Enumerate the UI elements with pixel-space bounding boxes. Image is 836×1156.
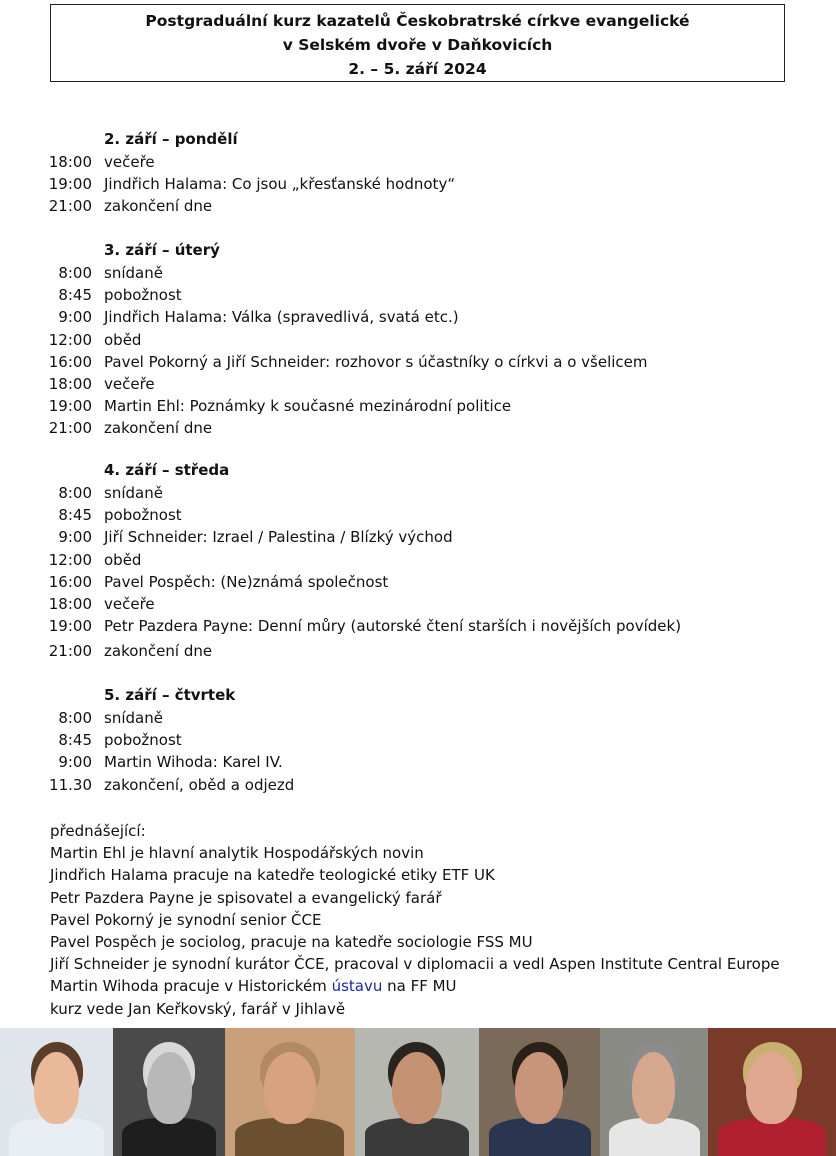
schedule-activity: pobožnost [104,286,182,305]
schedule-time: 8:00 [58,484,92,502]
day-heading: 3. září – úterý [104,241,220,259]
schedule-row [0,774,836,796]
schedule-time: 8:00 [58,709,92,727]
schedule-activity: Jiří Schneider: Izrael / Palestina / Blízký východ [104,528,453,547]
schedule-row [0,306,836,328]
schedule-activity: pobožnost [104,506,182,525]
schedule-row [0,373,836,395]
schedule-row [0,729,836,751]
lecturer-line: Pavel Pospěch je sociolog, pracuje na katedře sociologie FSS MU [50,933,533,952]
lecturer-photo [600,1028,708,1156]
schedule-activity: snídaně [104,709,163,727]
schedule-time: 21:00 [48,642,92,661]
schedule-activity: Martin Ehl: Poznámky k současné mezinárodní politice [104,397,512,416]
schedule-activity: snídaně [104,484,163,502]
schedule-time: 9:00 [58,528,92,547]
schedule-row [0,482,836,504]
schedule-row [0,615,836,637]
schedule-row [0,751,836,773]
header-dates: 2. – 5. září 2024 [348,60,487,78]
schedule-time: 8:45 [58,731,92,750]
schedule-row [0,417,836,439]
wihoda-text-after: na FF MU [382,977,457,996]
lecturer-line: Martin Ehl je hlavní analytik Hospodářských novin [50,844,424,863]
photo-face [392,1052,442,1124]
photo-face [147,1052,192,1124]
day-heading: 5. září – čtvrtek [104,686,236,704]
schedule-time: 16:00 [48,572,92,591]
schedule-row [0,262,836,284]
lecturer-line: Jiří Schneider je synodní kurátor ČCE, pracoval v diplomacii a vedl Aspen Institute Central Europe [50,955,780,974]
schedule-time: 19:00 [48,397,92,416]
schedule-time: 18:00 [48,595,92,613]
photo-face [746,1052,797,1124]
schedule-time: 12:00 [48,330,92,349]
schedule-time: 19:00 [48,617,92,636]
schedule-activity: zakončení dne [104,642,213,661]
schedule-row [0,504,836,526]
document-header [50,4,785,82]
institute-link[interactable]: ústavu [331,977,383,996]
photo-face [264,1052,316,1124]
schedule-activity: zakončení, oběd a odjezd [104,775,295,794]
lecturer-photo [0,1028,113,1156]
schedule-row [0,526,836,548]
schedule-row [0,707,836,729]
schedule-time: 9:00 [58,753,92,772]
lecturer-line-wihoda [50,975,780,997]
schedule-time: 8:45 [58,506,92,525]
lecturers-heading: přednášející: [50,822,146,840]
schedule-time: 21:00 [48,419,92,438]
schedule-row [0,351,836,373]
header-venue: v Selském dvoře v Daňkovicích [282,36,553,54]
lecturer-photo [355,1028,479,1156]
lecturer-line: Jindřich Halama pracuje na katedře teologické etiky ETF UK [50,866,495,885]
schedule-time: 18:00 [48,375,92,393]
wihoda-text-before: Martin Wihoda pracuje v Historickém [50,977,332,996]
lecturer-line: Pavel Pokorný je synodní senior ČCE [50,910,322,929]
schedule-activity: Jindřich Halama: Válka (spravedlivá, svatá etc.) [104,308,459,327]
schedule-activity: Pavel Pokorný a Jiří Schneider: rozhovor s účastníky o církvi a o všelicem [104,352,648,371]
day-heading: 4. září – středa [104,461,230,479]
course-lead-line: kurz vede Jan Keřkovský, farář v Jihlavě [50,999,346,1018]
schedule-row [0,151,836,173]
schedule-time: 19:00 [48,175,92,194]
header-title: Postgraduální kurz kazatelů Českobratrské církve evangelické [145,12,690,30]
schedule-time: 16:00 [48,352,92,371]
lecturer-line: Petr Pazdera Payne je spisovatel a evangelický farář [50,888,442,907]
schedule-activity: Martin Wihoda: Karel IV. [104,753,283,772]
photo-face [34,1052,79,1124]
schedule-activity: zakončení dne [104,419,213,438]
schedule-row [0,329,836,351]
schedule-time: 8:00 [58,264,92,282]
schedule-time: 18:00 [48,153,92,171]
schedule-activity: večeře [104,375,155,393]
schedule-activity: večeře [104,153,155,171]
schedule-activity: Jindřich Halama: Co jsou „křesťanské hodnoty“ [104,175,456,194]
schedule-row [0,549,836,571]
schedule-activity: večeře [104,595,155,613]
schedule-time: 11.30 [49,775,92,794]
day-heading: 2. září – pondělí [104,130,238,148]
lecturer-photos-strip [0,1028,836,1156]
schedule-activity: snídaně [104,264,163,282]
schedule-time: 12:00 [48,550,92,569]
schedule-row [0,173,836,195]
schedule-row [0,571,836,593]
schedule-activity: pobožnost [104,731,182,750]
schedule-row [0,195,836,217]
schedule-activity: oběd [104,550,142,569]
schedule-row [0,640,836,662]
schedule-activity: oběd [104,330,142,349]
schedule-activity: Petr Pazdera Payne: Denní můry (autorské čtení starších i novějších povídek) [104,617,682,636]
schedule-time: 21:00 [48,197,92,216]
schedule-time: 8:45 [58,286,92,305]
schedule-row [0,593,836,615]
lecturers-section [50,820,780,1020]
schedule-activity: Pavel Pospěch: (Ne)známá společnost [104,572,389,591]
lecturer-photo [708,1028,836,1156]
lecturer-photo [225,1028,355,1156]
schedule-row [0,284,836,306]
schedule-activity: zakončení dne [104,197,213,216]
photo-face [515,1052,563,1124]
lecturer-photo [113,1028,225,1156]
schedule-row [0,395,836,417]
schedule-time: 9:00 [58,308,92,327]
photo-face [632,1052,675,1124]
lecturer-photo [479,1028,600,1156]
